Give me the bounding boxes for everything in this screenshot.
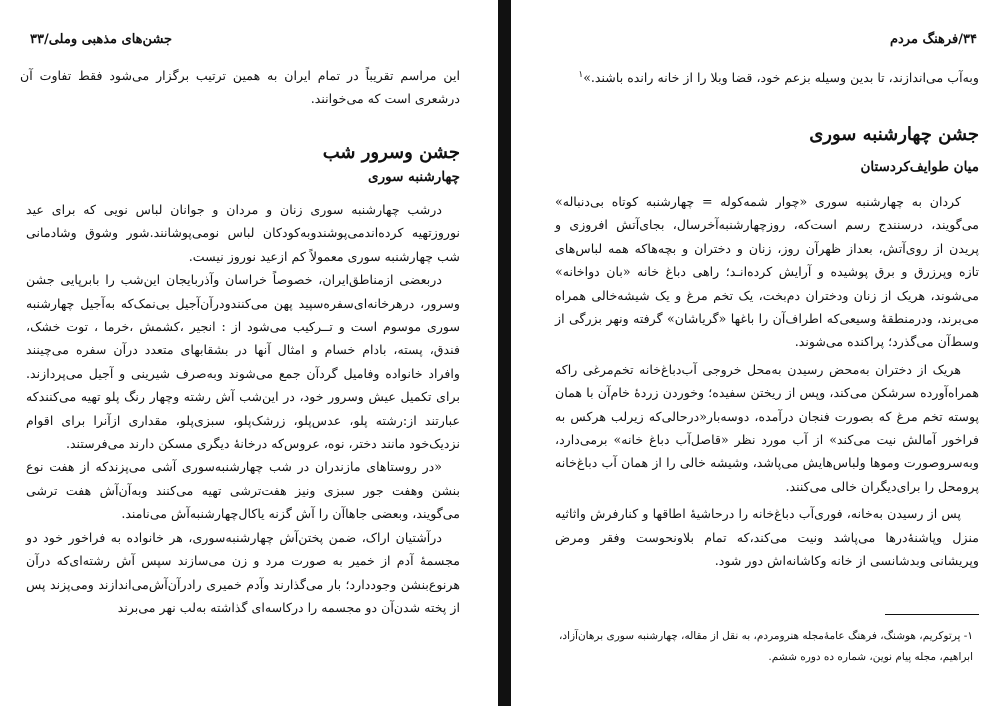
paragraph: پس از رسیدن به‌خانه، فوری‌آب دباغ‌خانه را درحاشیهٔ اطاقها و کنارفرش واثاثیه منزل وپاشنهٔ‌درها می‌پاشد ونیت می‌کند،که تمام بلاونحوست وفقر ومرض وپریشانی وبدشانسی از خانه وکاشانه‌اش دور شود. — [555, 506, 979, 569]
quoted-paragraph: «در روستاهای مازندران در شب چهارشنبه‌سوری آشی می‌پزندکه از هفت نوع بنشن وهفت جور سبزی ونیز هفت‌ترشی تهیه می‌کنند وبه‌آن‌آش هفت ترشی می‌گویند، وبعضی جاهاآن را آش گزنه یاکال‌چهارشنبه‌آش می‌نامند. — [26, 459, 460, 522]
left-section — [26, 140, 460, 619]
footnote: ۱- پرتوکریم، هوشنگ، فرهنگ عامهٔ‌مجله هنرومردم، به نقل از مقاله، چهارشنبه سوری برهان‌آزاد، ابراهیم، مجله پیام نوین، شماره ده دوره ششم. — [559, 630, 973, 663]
running-head-right: ۳۴/فرهنگ مردم — [889, 32, 977, 47]
right-page — [511, 0, 1001, 706]
left-intro-paragraph: این مراسم تقریباً در تمام ایران به همین ترتیب برگزار می‌شود فقط تفاوت آن درشعری است که می‌خوانند. — [20, 68, 460, 107]
paragraph: کردان به چهارشنبه سوری «چوار شمه‌کوله = چهارشنبه کوتاه بی‌دنباله» می‌گویند، درسنندج رسم است‌که، روزچهارشنبه‌آخرسال، بجای‌آتش افروزی و پریدن از روی‌آتش، بعداز ظهرآن روز، زنان و دختران و بچه‌هاکه همه لباس‌های تازه وپرزرق و برق پوشیده و آرایش کرده‌انـد؛ راهی دباغ خانه «بان دواخانه» می‌شوند، هریک از زنان ودختران دم‌بخت، یک تخم مرغ و یک شیشه‌خالی همراه می‌برند، ودرمنطقهٔ وسیعی‌که اطراف‌آن را باغها «گریاشان» گرفته ونهر بزرگی از وسط‌آن می‌گذرد؛ پراکنده می‌شوند. — [555, 194, 979, 350]
left-page — [0, 0, 498, 706]
section-heading: جشن وسرور شب — [322, 142, 460, 163]
section-subheading: چهارشنبه سوری — [368, 169, 460, 185]
footnote-divider — [885, 614, 979, 615]
paragraph: دربعضی ازمناطق‌ایران، خصوصاً خراسان وآذربایجان این‌شب را بابرپایی جشن وسرور، درهرخانه‌ای‌سفره‌سپید پهن می‌کنندودرآن‌آجیل بی‌نمک‌که به‌آجیل چهارشنبه سوری موسوم است و تــرکیب می‌شود از : انجیر ،کشمش ،خرما ، توت خشک، فندق، پسته، بادام خسام و امثال آنها در بشقابهای متعدد درآن سفره می‌چینند وافراد خانواده وفامیل گردآن جمع می‌شوند وبه‌صرف شیرینی و آجیل می‌پردازند. برای تکمیل عیش وسرور خود، در این‌شب آش رشته وچهار رنگ پلو تهیه می‌کنندکه عبارتند از:رشته پلو، عدس‌پلو، زرشک‌پلو، سبزی‌پلو، مقداری ازآنرا برای اقوام نزدیک‌خود مانند دختر، نوه، عروس‌که درخانهٔ دیگری مسکن دارند می‌فرستند. — [26, 272, 460, 452]
paragraph: درشب چهارشنبه سوری زنان و مردان و جوانان لباس نو‌یی که برای عید نوروزتهیه کرده‌اندمی‌پوشندوبه‌کودکان لباس نومی‌پوشانند.شور وشوق وشادمانی شب چهارشنبه سوری معمولاً کم ازعید نوروز نیست. — [26, 202, 460, 264]
intro-text: وبه‌آب می‌اندازند، تا بدین وسیله بزعم خود، قضا وبلا را از خانه رانده باشند.» — [583, 70, 979, 86]
paragraph: درآشتیان اراک، ضمن پختن‌آش چهارشنبه‌سوری، هر خانواده به فراخور خود دو مجسمهٔ آدم از خمیر به صورت مرد و زن می‌سازند سپس آش رشته‌ای‌که درآن هرنوع‌بنشن وجوددارد؛ بار می‌گذارند وآدم خمیری رادرآن‌آش‌می‌اندازند ومی‌پزند پس از پخته شدن‌آن دو مجسمه را درکاسه‌ای گذاشته به‌لب نهر می‌برند — [26, 529, 460, 615]
right-intro-block — [553, 64, 979, 90]
section-subheading: میان طوایف‌کردستان — [860, 159, 979, 175]
section-heading: جشن چهارشنبه سوری — [809, 124, 979, 145]
running-head-left: جشن‌های مذهبی وملی/۳۳ — [30, 32, 173, 47]
paragraph: هریک از دختران به‌محض رسیدن به‌محل خروجی آب‌دباغ‌خانه تخم‌مرغی راکه همراه‌آورده سرشکن می‌کند، وپس از ریختن سفیده؛ وخوردن زردهٔ خام‌آن با همان پوسته تخم مرغ که بصورت فنجان درآمده، دوسه‌بار«درحالی‌که زیرلب هرکس به فراخور آمالش نیت می‌کند» از آب مورد نظر «قاصل‌آب دباغ خانه» برمی‌دارد، وبه‌سروصورت وموها ولباس‌هایش می‌پاشد، وشیشه خالی را از همان آب دباغ‌خانه پرومحل را برای‌دیگران خالی می‌کنند. — [555, 361, 979, 494]
right-intro-paragraph — [553, 64, 979, 90]
left-intro-block — [20, 64, 460, 111]
book-gutter — [498, 0, 511, 706]
footnote-marker: ۱ — [578, 70, 584, 80]
right-section — [555, 122, 979, 573]
